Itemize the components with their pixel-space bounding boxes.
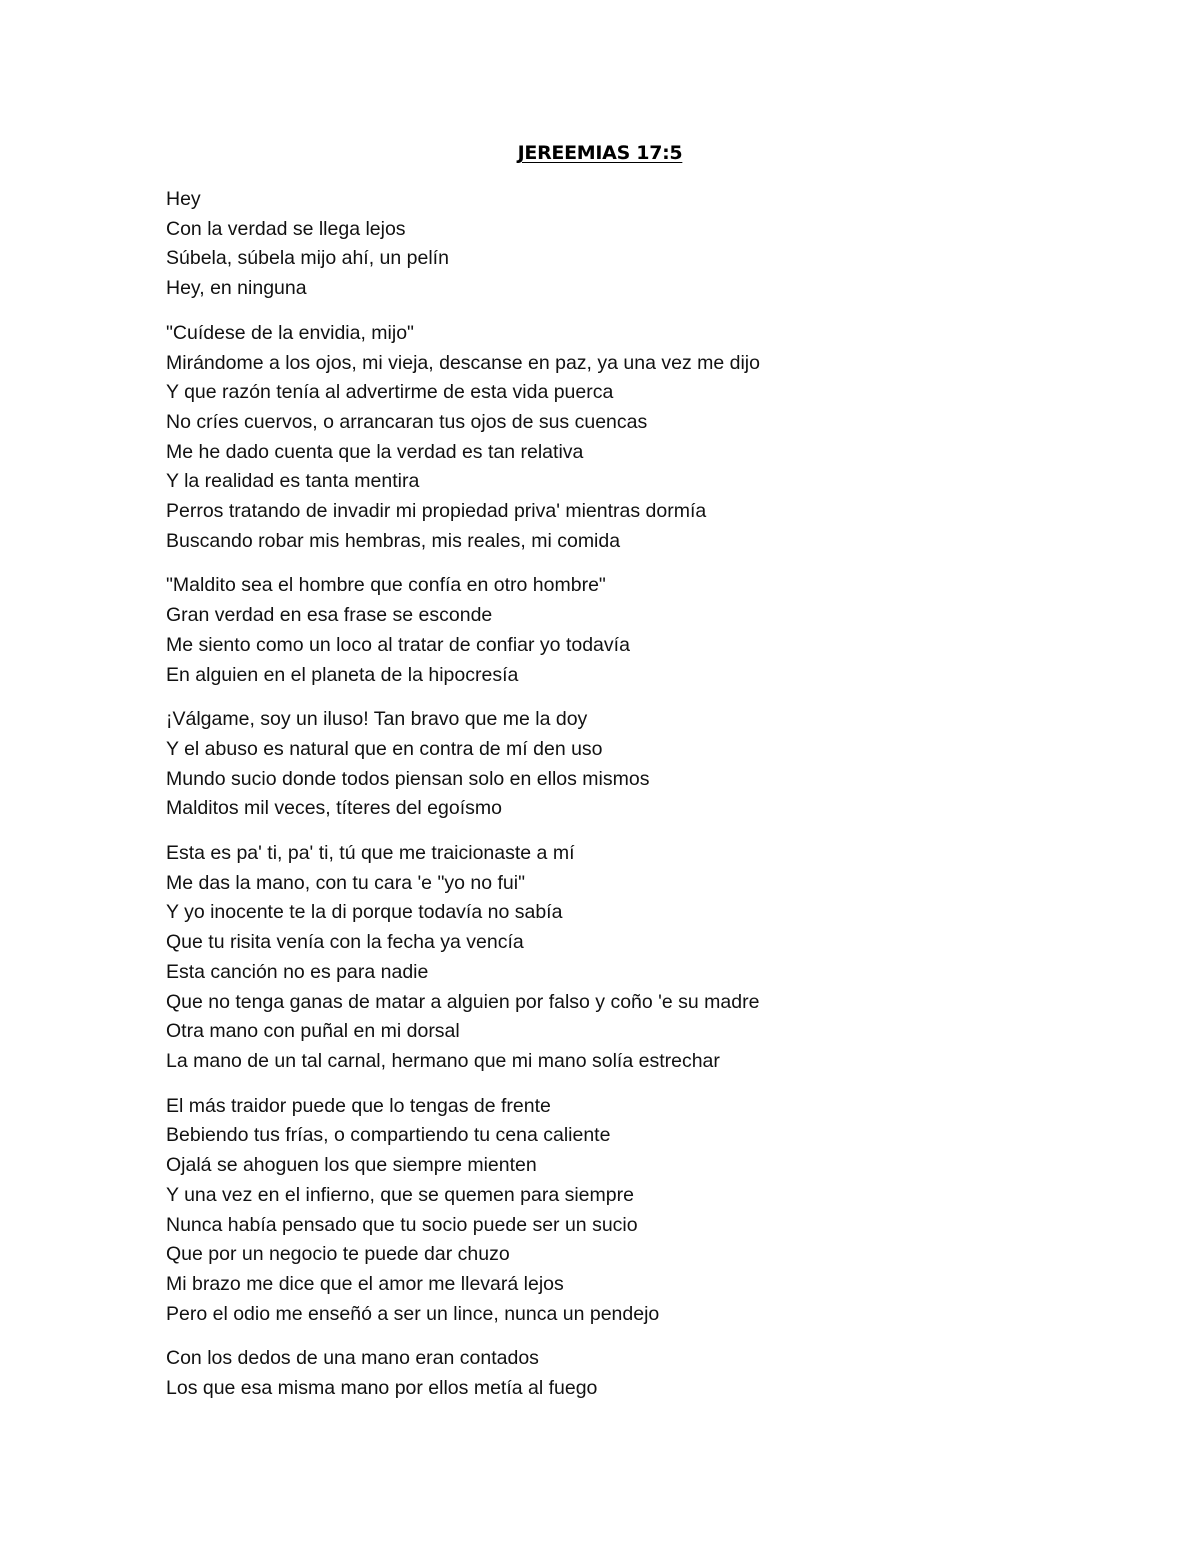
stanza-2 xyxy=(166,319,1126,557)
lyric-line: Esta es pa' ti, pa' ti, tú que me traicionaste a mí xyxy=(166,842,575,865)
lyric-line: Malditos mil veces, títeres del egoísmo xyxy=(166,797,502,820)
stanza-3 xyxy=(166,571,1126,690)
lyric-line: Que tu risita venía con la fecha ya vencía xyxy=(166,931,524,954)
stanza-6 xyxy=(166,1092,1126,1330)
lyric-line: Me he dado cuenta que la verdad es tan relativa xyxy=(166,440,584,463)
stanza-5 xyxy=(166,839,1126,1077)
lyric-line: Mirándome a los ojos, mi vieja, descanse en paz, ya una vez me dijo xyxy=(166,351,760,374)
lyric-line: Buscando robar mis hembras, mis reales, mi comida xyxy=(166,529,621,552)
lyric-line: Y una vez en el infierno, que se quemen para siempre xyxy=(166,1183,634,1206)
lyric-line: Y que razón tenía al advertirme de esta vida puerca xyxy=(166,381,614,404)
lyric-line: La mano de un tal carnal, hermano que mi mano solía estrechar xyxy=(166,1049,720,1072)
lyric-line: Mundo sucio donde todos piensan solo en ellos mismos xyxy=(166,767,650,790)
lyric-line: Nunca había pensado que tu socio puede ser un sucio xyxy=(166,1213,638,1236)
lyric-line: No críes cuervos, o arrancaran tus ojos de sus cuencas xyxy=(166,410,648,433)
lyric-line: Gran verdad en esa frase se esconde xyxy=(166,604,493,627)
lyric-line: Hey, en ninguna xyxy=(166,277,307,300)
lyric-line: Otra mano con puñal en mi dorsal xyxy=(166,1020,460,1043)
lyric-line: Y yo inocente te la di porque todavía no sabía xyxy=(166,901,563,924)
lyric-line: ¡Válgame, soy un iluso! Tan bravo que me la doy xyxy=(166,708,588,731)
lyric-line: Que por un negocio te puede dar chuzo xyxy=(166,1243,510,1266)
lyric-line: Perros tratando de invadir mi propiedad priva' mientras dormía xyxy=(166,500,707,523)
lyric-line: Esta canción no es para nadie xyxy=(166,960,429,983)
lyric-line: Me das la mano, con tu cara 'e "yo no fui" xyxy=(166,871,526,894)
document-title: JEREEMIAS 17:5 xyxy=(517,142,683,164)
lyric-line: Los que esa misma mano por ellos metía al fuego xyxy=(166,1377,598,1400)
lyric-line: Que no tenga ganas de matar a alguien por falso y coño 'e su madre xyxy=(166,990,760,1013)
lyric-line: Bebiendo tus frías, o compartiendo tu cena caliente xyxy=(166,1124,611,1147)
lyric-line: Ojalá se ahoguen los que siempre mienten xyxy=(166,1154,537,1177)
lyric-line: Hey xyxy=(166,188,201,210)
lyrics-body xyxy=(166,185,1126,1419)
lyric-line: Pero el odio me enseñó a ser un lince, nunca un pendejo xyxy=(166,1302,660,1325)
lyric-line: Con los dedos de una mano eran contados xyxy=(166,1347,539,1370)
lyric-line: Súbela, súbela mijo ahí, un pelín xyxy=(166,247,449,270)
lyric-line: Me siento como un loco al tratar de confiar yo todavía xyxy=(166,633,630,656)
lyric-line: Mi brazo me dice que el amor me llevará lejos xyxy=(166,1272,564,1295)
lyric-line: "Cuídese de la envidia, mijo" xyxy=(166,321,414,344)
lyric-line: Con la verdad se llega lejos xyxy=(166,217,406,240)
lyric-line: El más traidor puede que lo tengas de frente xyxy=(166,1094,551,1117)
lyric-line: En alguien en el planeta de la hipocresía xyxy=(166,663,519,686)
lyric-line: "Maldito sea el hombre que confía en otro hombre" xyxy=(166,574,606,597)
stanza-7 xyxy=(166,1344,1126,1403)
lyric-line: Y el abuso es natural que en contra de mí den uso xyxy=(166,737,603,760)
stanza-4 xyxy=(166,705,1126,824)
stanza-1 xyxy=(166,185,1126,304)
lyric-line: Y la realidad es tanta mentira xyxy=(166,470,420,493)
